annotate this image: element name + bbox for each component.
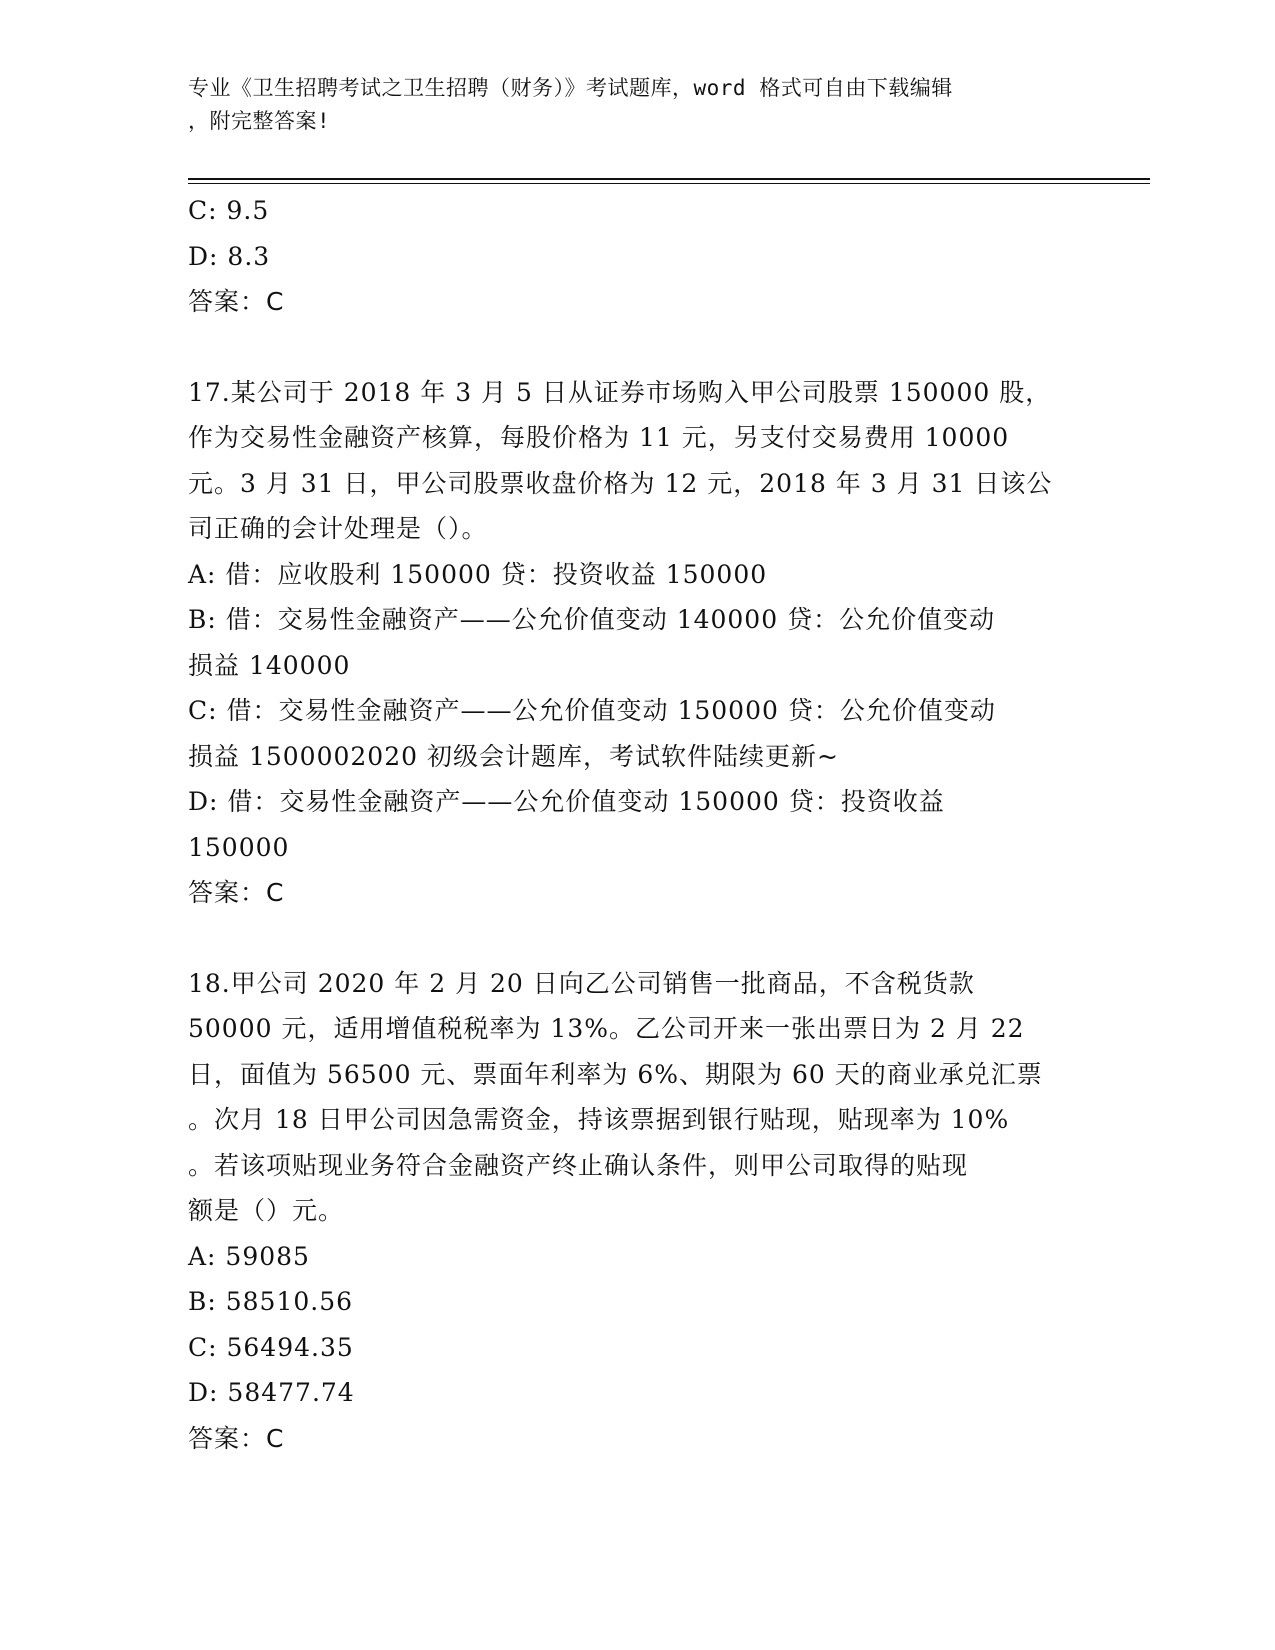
prev-option-d: D: 8.3 (188, 241, 271, 271)
header-divider-thin (188, 183, 1150, 184)
q17-answer: 答案：C (188, 878, 285, 907)
q18-stem-line: 18.甲公司 2020 年 2 月 20 日向乙公司销售一批商品，不含税货款 (188, 968, 975, 998)
q18-option-d: D: 58477.74 (188, 1378, 355, 1407)
header-title-line2: ，附完整答案! (188, 109, 331, 133)
q18-stem-line: 日，面值为 56500 元、票面年利率为 6%、期限为 60 天的商业承兑汇票 (188, 1059, 1043, 1089)
q18-option-c: C: 56494.35 (188, 1332, 354, 1362)
spacer (188, 916, 1088, 961)
q17-option-a: A: 借：应收股利 150000 贷：投资收益 150000 (188, 559, 768, 589)
q17-option-c-cont: 损益 1500002020 初级会计题库，考试软件陆续更新~ (188, 741, 839, 771)
spacer (188, 325, 1088, 370)
q18-option-a: A: 59085 (188, 1241, 310, 1271)
q17-option-d: D: 借：交易性金融资产——公允价值变动 150000 贷：投资收益 (188, 787, 945, 816)
q17-stem-line: 17.某公司于 2018 年 3 月 5 日从证券市场购入甲公司股票 150000 股， (188, 377, 1052, 407)
header-title-line1: 专业《卫生招聘考试之卫生招聘（财务）》考试题库，word 格式可自由下载编辑 (188, 76, 953, 100)
q18-stem-line: 。次月 18 日甲公司因急需资金，持该票据到银行贴现，贴现率为 10% (188, 1105, 1010, 1134)
prev-answer: 答案：C (188, 287, 285, 316)
q18-answer: 答案：C (188, 1423, 285, 1453)
document-body (188, 188, 1088, 1461)
q17-stem-line: 元。3 月 31 日，甲公司股票收盘价格为 12 元，2018 年 3 月 31 日该公 (188, 468, 1053, 498)
q18-stem-line: 额是（）元。 (188, 1196, 345, 1225)
q18-stem-line: 。若该项贴现业务符合金融资产终止确认条件，则甲公司取得的贴现 (188, 1150, 969, 1180)
prev-option-c: C: 9.5 (188, 196, 270, 225)
question-17 (188, 370, 1088, 916)
q17-stem-line: 司正确的会计处理是（）。 (188, 514, 488, 543)
q17-option-d-cont: 150000 (188, 832, 290, 862)
q17-option-c: C: 借：交易性金融资产——公允价值变动 150000 贷：公允价值变动 (188, 696, 996, 725)
q18-option-b: B: 58510.56 (188, 1287, 354, 1316)
q17-option-b: B: 借：交易性金融资产——公允价值变动 140000 贷：公允价值变动 (188, 605, 996, 634)
q17-stem-line: 作为交易性金融资产核算，每股价格为 11 元，另支付交易费用 10000 (188, 423, 1010, 452)
q18-stem-line: 50000 元，适用增值税税率为 13%。乙公司开来一张出票日为 2 月 22 (188, 1014, 1025, 1043)
question-18 (188, 961, 1088, 1462)
q17-option-b-cont: 损益 140000 (188, 650, 351, 680)
document-header (188, 72, 1088, 138)
header-divider-thick (188, 178, 1150, 180)
